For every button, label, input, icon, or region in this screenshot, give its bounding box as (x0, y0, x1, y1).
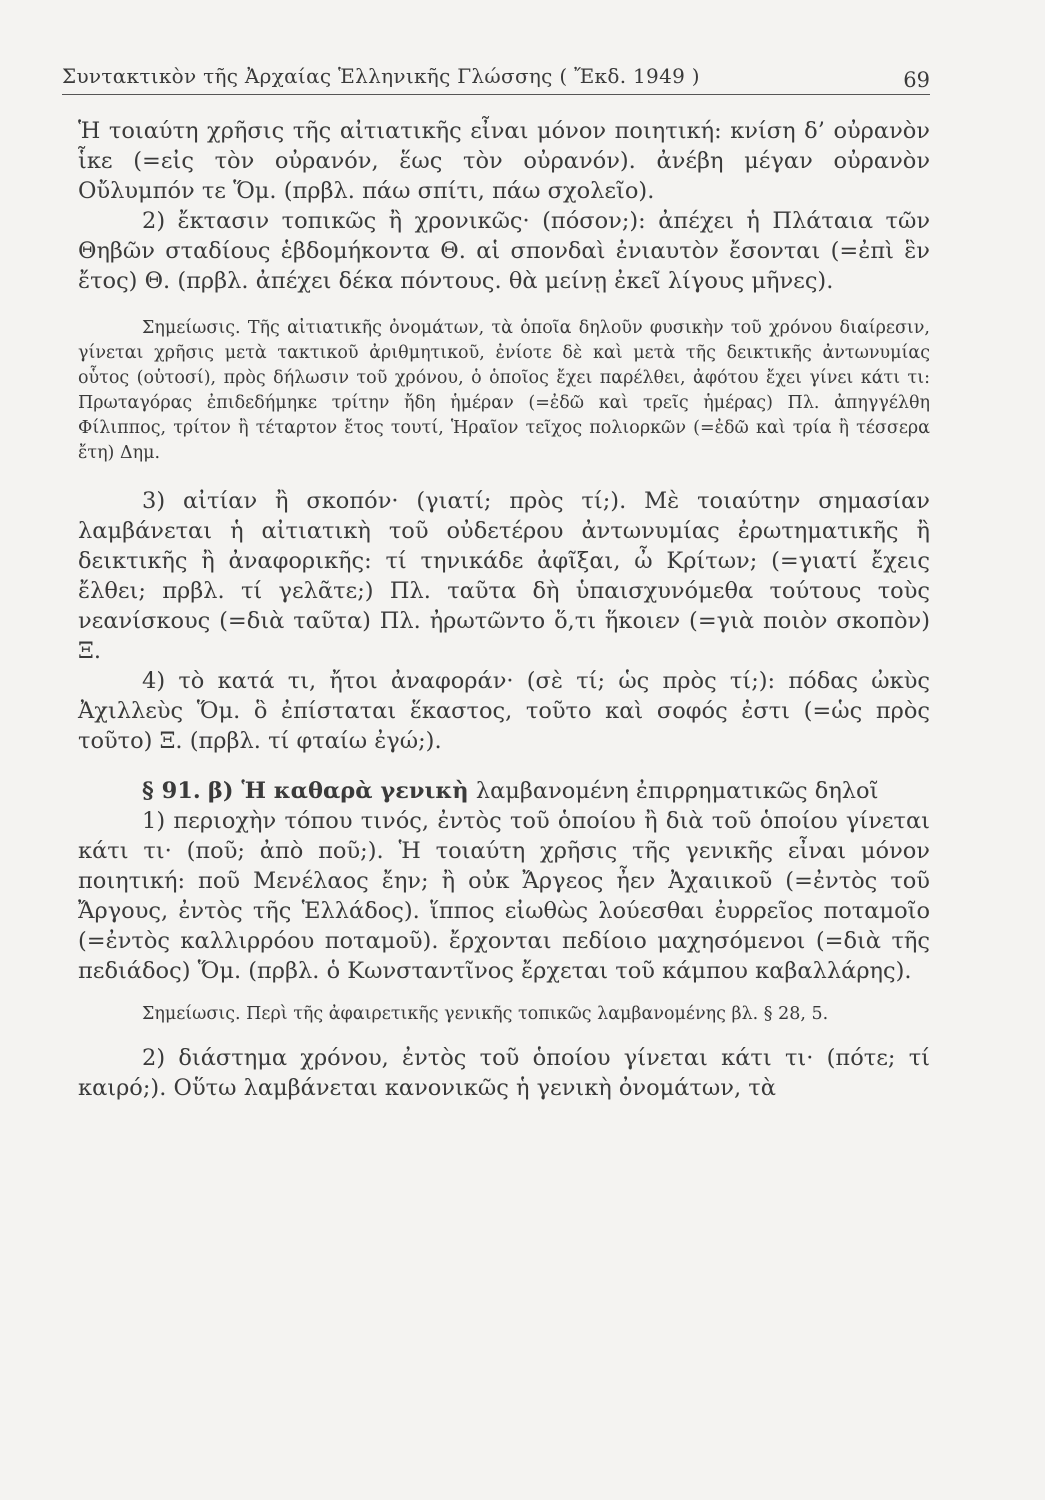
running-head: Συντακτικὸν τῆς Ἀρχαίας Ἑλληνικῆς Γλώσσης ( Ἔκδ. 1949 ) (62, 64, 700, 88)
paragraph-poetic-usage: Ἡ τοιαύτη χρῆσις τῆς αἰτιατικῆς εἶναι μόνον ποιητική: κνίση δ’ οὐρανὸν ἷκε (=εἰς τὸν οὐρανόν, ἕως τὸν οὐρανόν). ἀνέβη μέγαν οὐρανὸν Οὔλυμπόν τε Ὅμ. (πρβλ. πάω σπίτι, πάω σχολεῖο). (78, 118, 930, 204)
paragraph-time-interval: 2) διάστημα χρόνου, ἐντὸς τοῦ ὁποίου γίνεται κάτι τι· (πότε; τί καιρό;). Οὕτω λαμβάνεται κανονικῶς ἡ γενικὴ ὀνομάτων, τὰ (78, 1045, 930, 1101)
body-text (78, 116, 930, 1103)
section-91-heading (78, 776, 930, 806)
section-title: β) Ἡ καθαρὰ γενικὴ (207, 778, 469, 804)
paragraph-place: 1) περιοχὴν τόπου τινός, ἐντὸς τοῦ ὁποίου ἢ διὰ τοῦ ὁποίου γίνεται κάτι τι· (ποῦ; ἀπὸ ποῦ;). Ἡ τοιαύτη χρῆσις τῆς γενικῆς εἶναι μόνον ποιητική: ποῦ Μενέλαος ἔην; ἢ οὐκ Ἄργεος ἦεν Ἀχαιικοῦ (=ἐντὸς τοῦ Ἄργους, ἐντὸς τῆς Ἑλλάδος). ἵππος εἰωθὼς λούεσθαι ἐυρρεῖος ποταμοῖο (=ἐντὸς καλλιρρόου ποταμοῦ). ἔρχονται πεδίοιο μαχησόμενοι (=διὰ τῆς πεδιάδος) Ὅμ. (πρβλ. ὁ Κωνσταντῖνος ἔρχεται τοῦ κάμπου καβαλλάρης). (78, 808, 930, 984)
paragraph-cause-purpose: 3) αἰτίαν ἢ σκοπόν· (γιατί; πρὸς τί;). Μὲ τοιαύτην σημασίαν λαμβάνεται ἡ αἰτιατικὴ τοῦ οὐδετέρου ἀντωνυμίας ἐρωτηματικῆς ἢ δεικτικῆς ἢ ἀναφορικῆς: τί τηνικάδε ἀφῖξαι, ὦ Κρίτων; (=γιατί ἔχεις ἔλθει; πρβλ. τί γελᾶτε;) Πλ. ταῦτα δὴ ὑπαισχυνόμεθα τούτους τοὺς νεανίσκους (=διὰ ταῦτα) Πλ. ἠρωτῶντο ὅ,τι ἥκοιεν (=γιὰ ποιὸν σκοπὸν) Ξ. (78, 488, 930, 664)
note-time-division: Σημείωσις. Τῆς αἰτιατικῆς ὀνομάτων, τὰ ὁποῖα δηλοῦν φυσικὴν τοῦ χρόνου διαίρεσιν, γίνεται χρῆσις μετὰ τακτικοῦ ἀριθμητικοῦ, ἐνίοτε δὲ καὶ μετὰ τῆς δεικτικῆς ἀντωνυμίας οὗτος (οὑτοσί), πρὸς δήλωσιν τοῦ χρόνου, ὁ ὁποῖος ἔχει παρέλθει, ἀφότου ἔχει γίνει κάτι τι: Πρωταγόρας ἐπιδεδήμηκε τρίτην ἤδη ἡμέραν (=ἐδῶ καὶ τρεῖς ἡμέρας) Πλ. ἀπηγγέλθη Φίλιππος, τρίτον ἢ τέταρτον ἔτος τουτί, Ἡραῖον τεῖχος πολιορκῶν (=ἐδῶ καὶ τρία ἢ τέσσερα ἔτη) Δημ. (78, 318, 930, 463)
page-number: 69 (903, 68, 930, 92)
section-number: § 91. (142, 778, 201, 804)
paragraph-extent: 2) ἔκτασιν τοπικῶς ἢ χρονικῶς· (πόσον;): ἀπέχει ἡ Πλάταια τῶν Θηβῶν σταδίους ἑβδομήκοντα Θ. αἱ σπονδαὶ ἐνιαυτὸν ἔσονται (=ἐπὶ ἓν ἔτος) Θ. (πρβλ. ἀπέχει δέκα πόντους. θὰ μείνῃ ἐκεῖ λίγους μῆνες). (78, 208, 930, 294)
page-header (62, 62, 930, 95)
note-ablative-genitive: Σημείωσις. Περὶ τῆς ἀφαιρετικῆς γενικῆς τοπικῶς λαμβανομένης βλ. § 28, 5. (142, 1004, 829, 1024)
section-heading-rest: λαμβανομένη ἐπιρρηματικῶς δηλοῖ (475, 778, 879, 804)
paragraph-reference: 4) τὸ κατά τι, ἤτοι ἀναφοράν· (σὲ τί; ὡς πρὸς τί;): πόδας ὠκὺς Ἀχιλλεὺς Ὅμ. ὃ ἐπίσταται ἕκαστος, τοῦτο καὶ σοφός ἐστι (=ὡς πρὸς τοῦτο) Ξ. (πρβλ. τί φταίω ἐγώ;). (78, 668, 930, 754)
